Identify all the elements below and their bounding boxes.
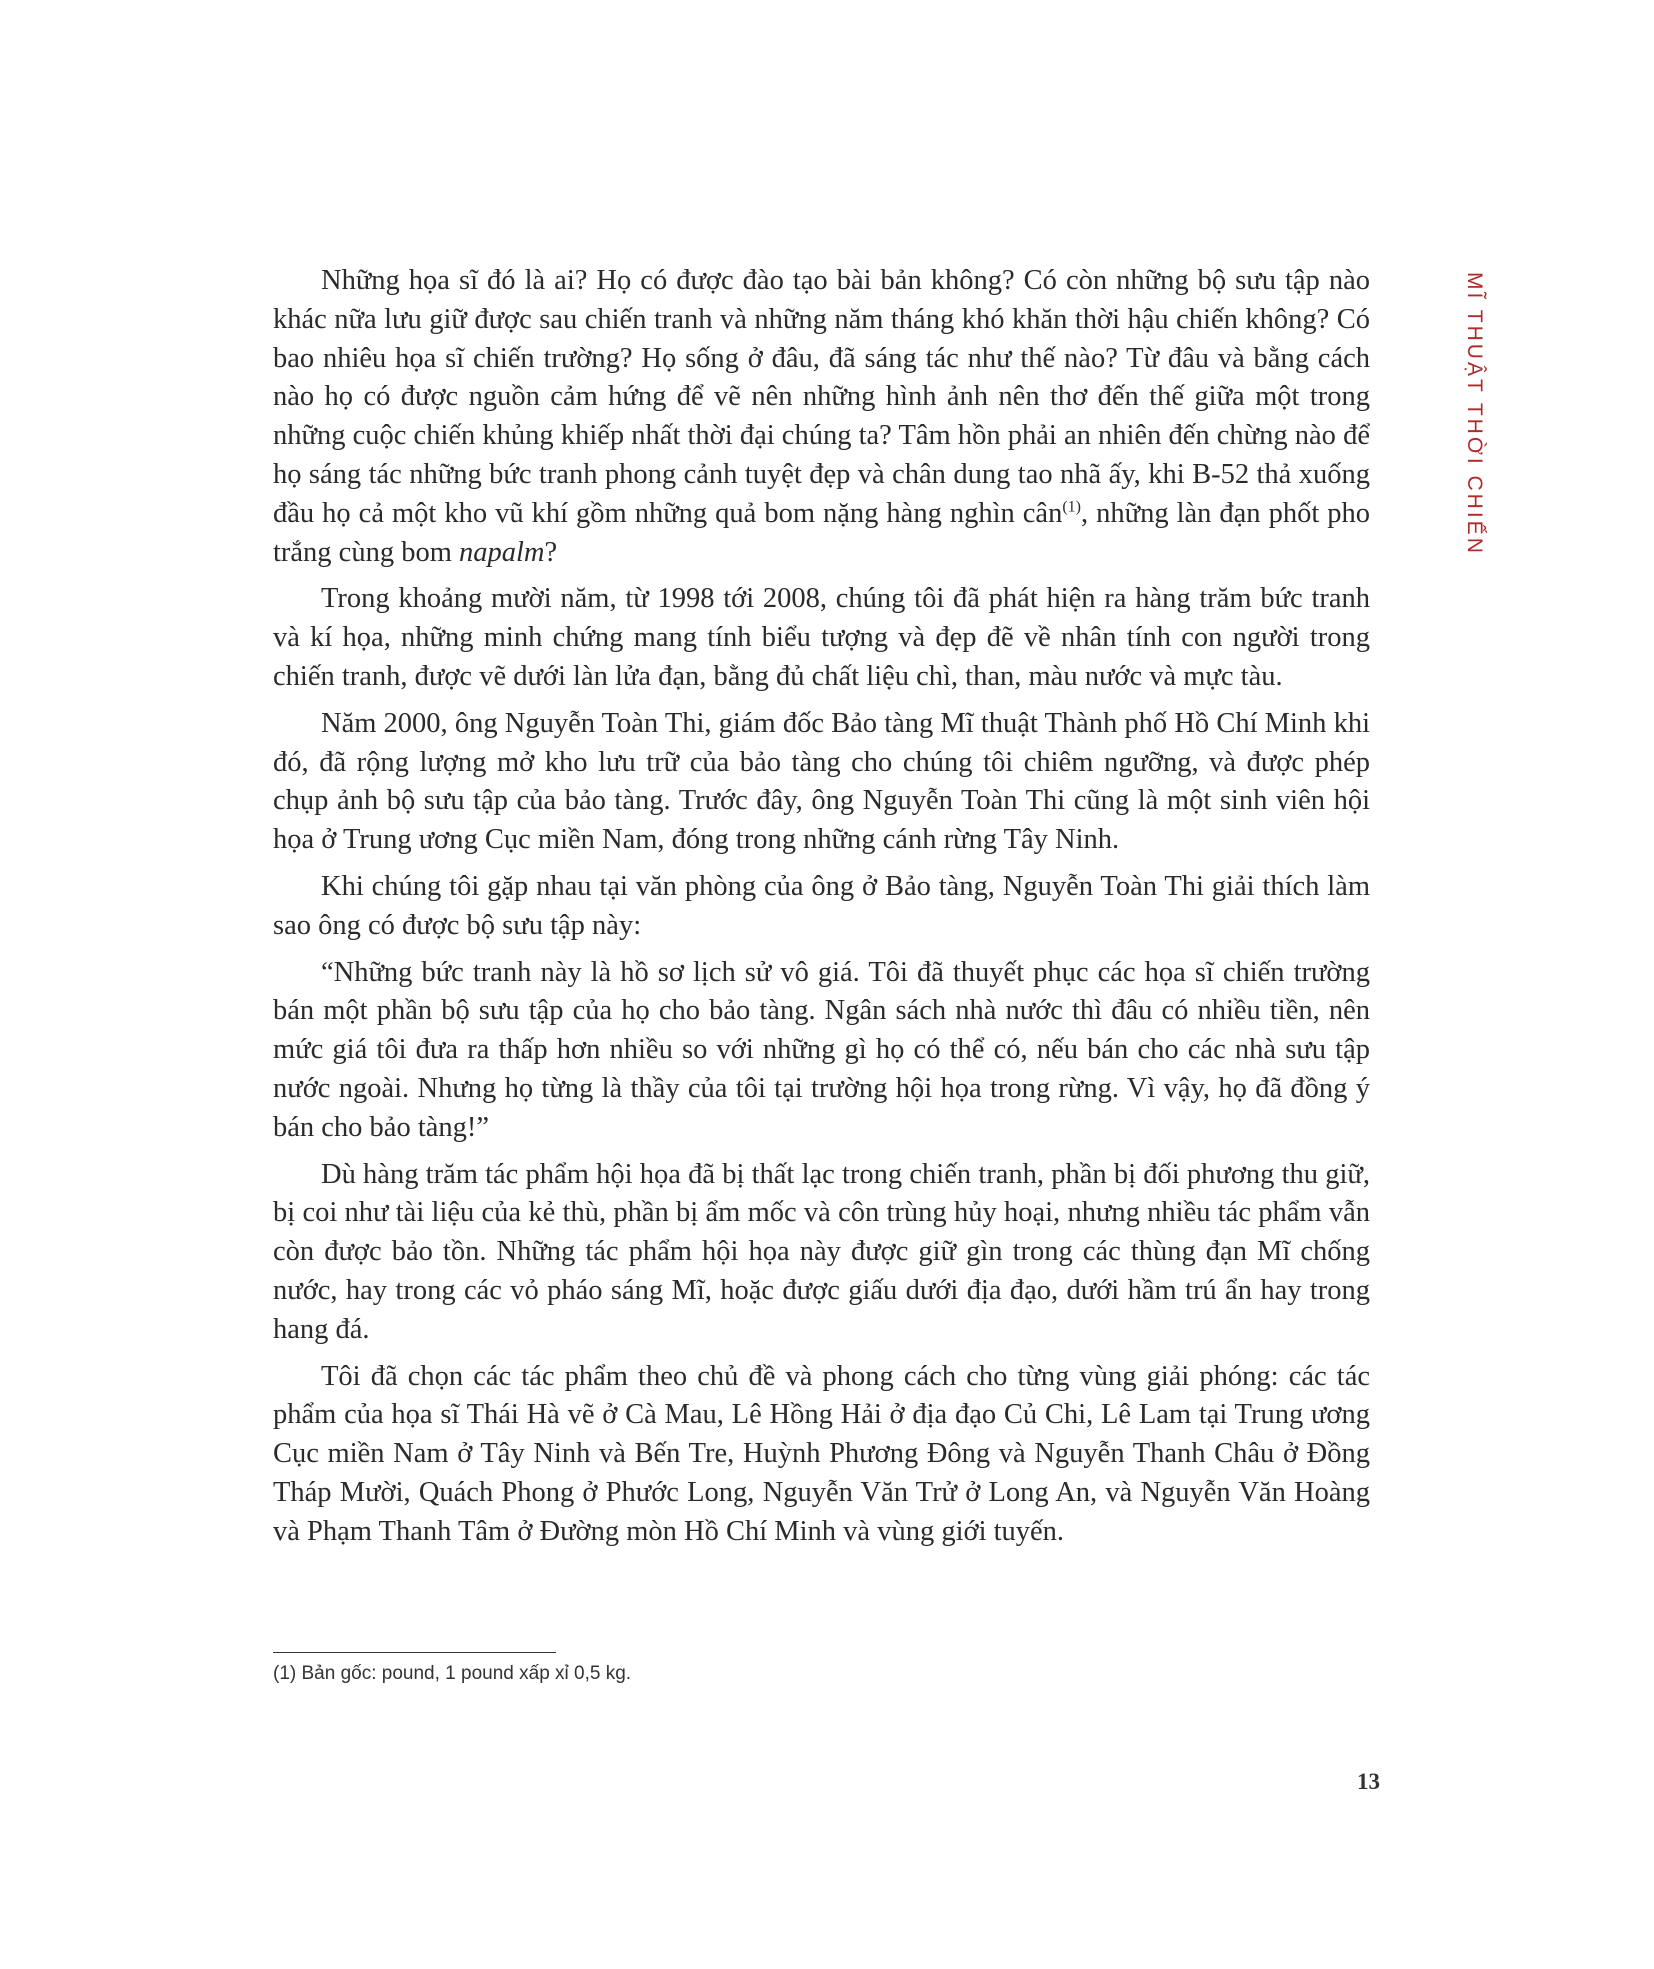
running-head: MĨ THUẬT THỜI CHIẾN [1463,272,1486,556]
paragraph-2: Trong khoảng mười năm, từ 1998 tới 2008, chúng tôi đã phát hiện ra hàng trăm bức tranh và kí họa, những minh chứng mang tính biểu tượng và đẹp đẽ về nhân tính con người trong chiến tranh, được vẽ dưới làn lửa đạn, bằng đủ chất liệu chì, than, màu nước và mực tàu. [273,583,1370,692]
body-text [273,262,1370,1560]
footnote-divider [273,1652,556,1653]
italic-term: napalm [459,536,545,568]
paragraph-5-quote: “Những bức tranh này là hồ sơ lịch sử vô giá. Tôi đã thuyết phục các họa sĩ chiến trường bán một phần bộ sưu tập của họ cho bảo tàng. Ngân sách nhà nước thì đâu có nhiều tiền, nên mức giá tôi đưa ra thấp hơn nhiều so với những gì họ có thể có, nếu bán cho các nhà sưu tập nước ngoài. Nhưng họ từng là thầy của tôi tại trường hội họa trong rừng. Vì vậy, họ đã đồng ý bán cho bảo tàng!” [273,956,1370,1143]
paragraph-7: Tôi đã chọn các tác phẩm theo chủ đề và phong cách cho từng vùng giải phóng: các tác phẩm của họa sĩ Thái Hà vẽ ở Cà Mau, Lê Hồng Hải ở địa đạo Củ Chi, Lê Lam tại Trung ương Cục miền Nam ở Tây Ninh và Bến Tre, Huỳnh Phương Đông và Nguyễn Thanh Châu ở Đồng Tháp Mười, Quách Phong ở Phước Long, Nguyễn Văn Trử ở Long An, và Nguyễn Văn Hoàng và Phạm Thanh Tâm ở Đường mòn Hồ Chí Minh và vùng giới tuyến. [273,1360,1370,1547]
paragraph-1 [273,262,1370,572]
paragraph-1-end: ? [544,536,558,568]
footnote-reference: (1) [1062,498,1081,516]
paragraph-3: Năm 2000, ông Nguyễn Toàn Thi, giám đốc Bảo tàng Mĩ thuật Thành phố Hồ Chí Minh khi đó, đã rộng lượng mở kho lưu trữ của bảo tàng cho chúng tôi chiêm ngưỡng, và được phép chụp ảnh bộ sưu tập của bảo tàng. Trước đây, ông Nguyễn Toàn Thi cũng là một sinh viên hội họa ở Trung ương Cục miền Nam, đóng trong những cánh rừng Tây Ninh. [273,707,1370,856]
paragraph-4: Khi chúng tôi gặp nhau tại văn phòng của ông ở Bảo tàng, Nguyễn Toàn Thi giải thích làm sao ông có được bộ sưu tập này: [273,870,1370,941]
page-number: 13 [1357,1769,1380,1794]
footnote: (1) Bản gốc: pound, 1 pound xấp xỉ 0,5 kg. [273,1663,632,1684]
paragraph-1-text: Những họa sĩ đó là ai? Họ có được đào tạo bài bản không? Có còn những bộ sưu tập nào khác nữa lưu giữ được sau chiến tranh và những năm tháng khó khăn thời hậu chiến không? Có bao nhiêu họa sĩ chiến trường? Họ sống ở đâu, đã sáng tác như thế nào? Từ đâu và bằng cách nào họ có được nguồn cảm hứng để vẽ nên những hình ảnh nên thơ đến thế giữa một trong những cuộc chiến khủng khiếp nhất thời đại chúng ta? Tâm hồn phải an nhiên đến chừng nào để họ sáng tác những bức tranh phong cảnh tuyệt đẹp và chân dung tao nhã ấy, khi B-52 thả xuống đầu họ cả một kho vũ khí gồm những quả bom nặng hàng nghìn cân [273,265,1370,529]
paragraph-1-middle: , những làn đạn phốt pho trắng cùng bom [273,497,1370,568]
paragraph-6: Dù hàng trăm tác phẩm hội họa đã bị thất lạc trong chiến tranh, phần bị đối phương thu giữ, bị coi như tài liệu của kẻ thù, phần bị ẩm mốc và côn trùng hủy hoại, nhưng nhiều tác phẩm vẫn còn được bảo tồn. Những tác phẩm hội họa này được giữ gìn trong các thùng đạn Mĩ chống nước, hay trong các vỏ pháo sáng Mĩ, hoặc được giấu dưới địa đạo, dưới hầm trú ẩn hay trong hang đá. [273,1158,1370,1345]
